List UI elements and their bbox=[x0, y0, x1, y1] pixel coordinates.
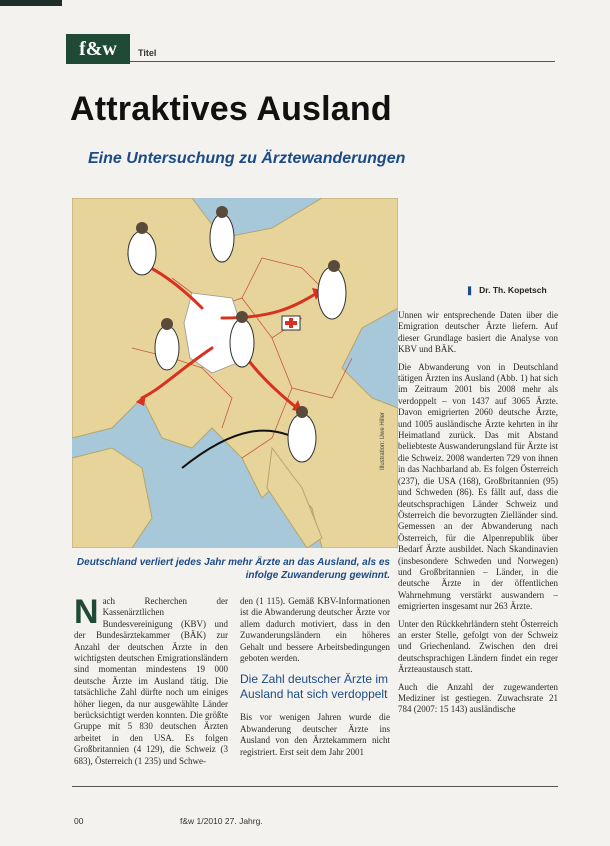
paragraph: Unter den Rückkehrländern steht Österreich an erster Stelle, gefolgt von der Schweiz und Griechenland. Zwischen den drei deutschsprachigen Ländern findet ein reger Ärzteaustausch statt. bbox=[398, 618, 558, 675]
paragraph: Bis vor wenigen Jahren wurde die Abwanderung deutscher Ärzte ins Ausland von den Ärztekammern nicht registriert. Erst seit dem Jahr 2001 bbox=[240, 712, 390, 757]
illustration-caption: Deutschland verliert jedes Jahr mehr Ärzte an das Ausland, als es infolge Zuwanderung gewinnt. bbox=[76, 557, 390, 581]
left-column bbox=[74, 596, 228, 776]
europe-map-illustration bbox=[72, 198, 398, 548]
paragraph: Unnen wir entsprechende Daten über die Emigration deutscher Ärzte liefern. Auf dieser Grundlage basiert die Analyse von KBV und BÄK. bbox=[398, 310, 558, 355]
illustration-credit: Illustration: Uwe Hiller bbox=[380, 411, 386, 470]
author-name: Dr. Th. Kopetsch bbox=[479, 285, 547, 295]
paragraph: Die Abwanderung von in Deutschland tätigen Ärzten ins Ausland (Abb. 1) hat sich im Zeitraum 2001 bis 2008 mehr als verdoppelt – von 1437 auf 3065 Ärzte. Davon emigrierten 2060 deutsche Ärzte, und 1005 ausländische Ärzte kehrten in ihr Heimatland zurück. Das mit Abstand beliebteste Auswanderungsland für Ärzte ist die Schweiz. 2008 wanderten 729 von ihnen in das Nachbarland ab. Es folgen Österreich (237), die USA (168), Großbritannien (95) und Schweden (86). Es fällt auf, dass die deutschsprachigen Länder Schweiz und Österreich die bevorzugten Zielländer sind. Gemessen an der Abwanderung nach Österreich, für die Alpenrepublik über Bedarf Ärzte ausbildet. Nach Skandinavien (insbesondere Schweden und Norwegen) und Großbritannien – Länder, in die deutsche Ärzte in der öffentlichen Wahrnehmung verstärkt auswandern – emigrierten insgesamt nur 263 Ärzte. bbox=[398, 361, 558, 612]
page-number: 00 bbox=[74, 816, 84, 826]
magazine-logo: f&w bbox=[66, 34, 130, 64]
right-column bbox=[398, 310, 558, 780]
paragraph: Auch die Anzahl der zugewanderten Mediziner ist gestiegen. Zuwachsrate 21 784 (2007: 15 143) ausländische bbox=[398, 681, 558, 715]
article-title: Attraktives Ausland bbox=[70, 90, 392, 128]
subheading: Die Zahl deutscher Ärzte im Ausland hat sich verdoppelt bbox=[240, 672, 389, 702]
middle-column bbox=[240, 596, 390, 776]
journal-reference: f&w 1/2010 27. Jahrg. bbox=[180, 816, 263, 826]
article-subtitle: Eine Untersuchung zu Ärztewanderungen bbox=[88, 150, 406, 167]
paragraph: ach Recherchen der Kassenärztlichen Bundesvereinigung (KBV) und der Bundesärztekammer (BÄK) zur Anzahl der deutschen Ärzte in den wichtigsten deutschen Emigrationsländern sind momentan mindestens 19 000 deutsche Ärzte im Ausland tätig. Die tatsächliche Zahl dürfte noch um einiges höher liegen, da nur ausgewählte Länder berücksichtigt werden konnten. Die größte Gruppe mit 5 830 deutschen Ärzten arbeitet in den USA. Es folgen Großbritannien (4 129), die Schweiz (3 683), Österreich (1 235) und Schwe- bbox=[74, 596, 228, 766]
paragraph: den (1 115). Gemäß KBV-Informationen ist die Abwanderung deutscher Ärzte vor allem dadurch motiviert, dass in den Zuwanderungsländern ein höheres Gehalt und bessere Arbeitsbedingungen geboten werden. bbox=[240, 596, 390, 664]
author-line bbox=[466, 285, 547, 296]
drop-cap: N bbox=[74, 596, 99, 631]
header-rule bbox=[130, 61, 555, 62]
section-label: Titel bbox=[138, 48, 157, 58]
author-marker-icon: ❚ bbox=[466, 285, 474, 295]
corner-tab bbox=[0, 0, 62, 6]
footer-rule bbox=[72, 786, 558, 787]
